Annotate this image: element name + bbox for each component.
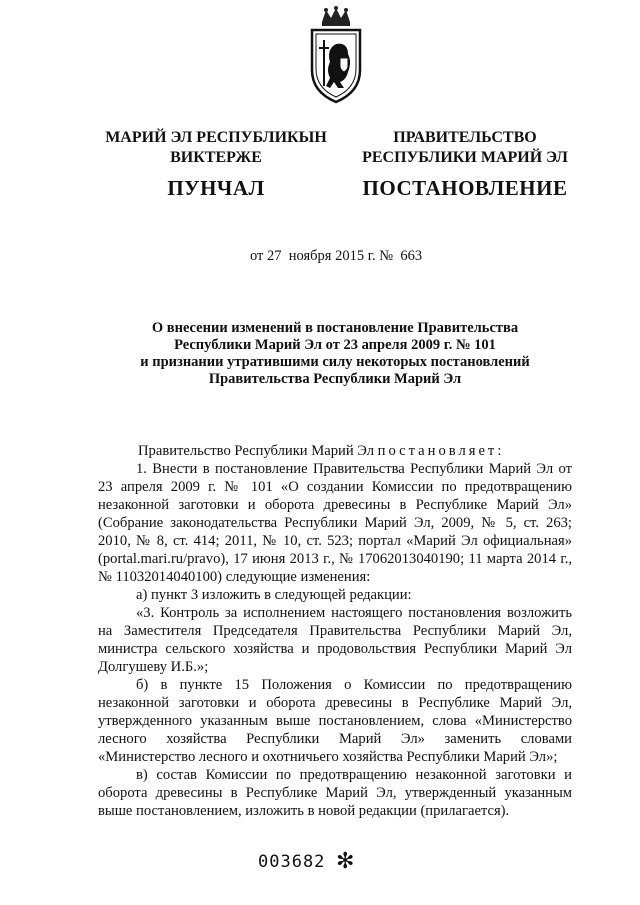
coat-of-arms-emblem [300,6,372,106]
body-paragraph: «3. Контроль за исполнением настоящего постановления возложить на Заместителя Председателя Правительства Республики Марий Эл, министра сельского хозяйства и продовольствия Республики Марий Эл Долгушеву И.Б.»; [98,605,572,675]
date-number-line [250,248,422,265]
body-paragraph: 1. Внести в постановление Правительства Республики Марий Эл от 23 апреля 2009 г. № 101 «О создании Комиссии по предотвращению незаконной заготовки и оборота древесины в Республике Марий Эл» (Собрание законодательства Республики Марий Эл, 2009, № 5, ст. 263; 2010, № 8, ст. 414; 2011, № 10, ст. 523; портал «Марий Эл официальная» (portal.mari.ru/pravo), 17 июня 2013 г., № 17062013040190; 11 марта 2014 г., № 11032014040100) следующие изменения: [98,461,572,585]
header-left-mari [96,128,336,168]
doc-type-mari: ПУНЧАЛ [167,176,265,200]
form-serial-number: 003682 [258,852,326,872]
header-left-line1: МАРИЙ ЭЛ РЕСПУБЛИКЫН [105,129,327,146]
doc-type-russian: ПОСТАНОВЛЕНИЕ [362,176,568,200]
title-line: Республики Марий Эл от 23 апреля 2009 г. № 101 [174,337,496,353]
title-line: и признании утратившими силу некоторых постановлений [140,354,530,370]
body-paragraph: б) в пункте 15 Положения о Комиссии по предотвращению незаконной заготовки и оборота древесины в Республике Марий Эл, утвержденного указанным выше постановлением, слова «Министерство лесного хозяйства Республики Марий Эл» заменить словами «Министерство лесного и охотничьего хозяйства Республики Марий Эл»; [98,677,572,765]
date-prefix: от [250,248,264,264]
header-right-russian [360,128,570,168]
intro-suffix: : [497,443,502,459]
date-month-year: ноября 2015 г. [288,248,376,264]
header-left-line2: ВИКТЕРЖЕ [170,149,262,166]
number-sign: № [379,248,394,264]
asterisk-mark-icon: ✻ [336,848,355,873]
title-line: Правительства Республики Марий Эл [208,371,462,387]
title-line: О внесении изменений в постановление Правительства [151,320,519,336]
date-day: 27 [267,248,282,264]
header-right-line1: ПРАВИТЕЛЬСТВО [393,129,537,146]
document-title [100,320,570,388]
body-paragraph: а) пункт 3 изложить в следующей редакции: [136,587,412,603]
intro-paragraph [98,442,572,460]
intro-prefix: Правительство Республики Марий Эл [138,443,375,459]
body-paragraph: в) состав Комиссии по предотвращению незаконной заготовки и оборота древесины в Республике Марий Эл, утвержденный указанным выше постановлением, изложить в новой редакции (прилагается). [98,767,572,819]
document-body [98,442,572,820]
header-right-line2: РЕСПУБЛИКИ МАРИЙ ЭЛ [362,149,568,166]
intro-spaced-verb: постановляет [377,443,498,459]
document-number: 663 [400,248,423,264]
